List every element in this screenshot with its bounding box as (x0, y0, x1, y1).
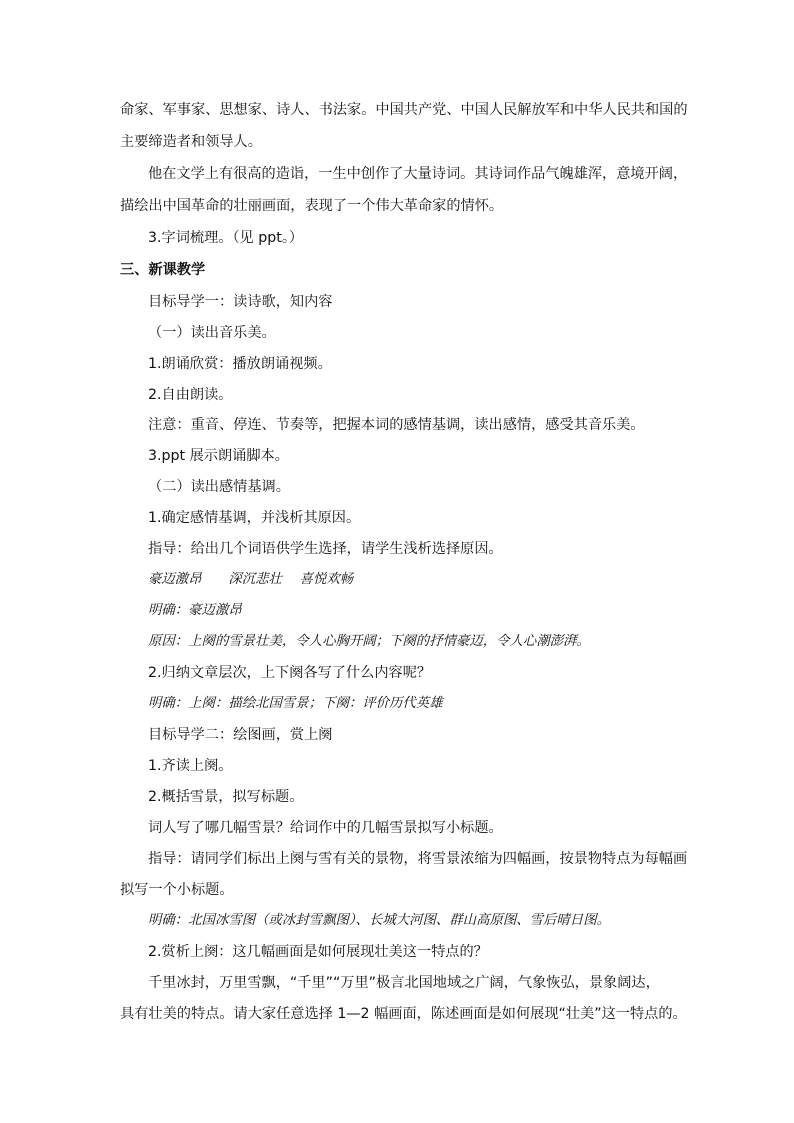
paragraph-line: 1.朗诵欣赏：播放朗诵视频。 (148, 356, 332, 372)
paragraph-line: 2.归纳文章层次，上下阕各写了什么内容呢？ (148, 665, 432, 681)
paragraph-line: 3.ppt 展示朗诵脚本。 (148, 448, 289, 464)
paragraph-line: 注意：重音、停连、节奏等，把握本词的感情基调，读出感情，感受其音乐美。 (148, 417, 645, 433)
subheading: 目标导学一：读诗歌，知内容 (148, 294, 333, 310)
paragraph-line: 1.确定感情基调，并浅析其原因。 (148, 510, 361, 526)
paragraph-line: 2.自由朗读。 (148, 387, 233, 403)
paragraph-line: 明确：上阕：描绘北国雪景；下阕：评价历代英雄 (148, 696, 443, 711)
paragraph-line: 拟写一个小标题。 (120, 882, 234, 898)
paragraph-line: 千里冰封，万里雪飘，“千里”“万里”极言北国地域之广阔，气象恢弘，景象阔达， (148, 975, 660, 991)
paragraph-line: 明确：北国冰雪图（或冰封雪飘图）、长城大河图、群山高原图、雪后晴日图。 (148, 913, 610, 928)
paragraph-line: 命家、军事家、思想家、诗人、书法家。中国共产党、中国人民解放军和中华人民共和国的 (120, 102, 688, 118)
paragraph-line: 1.齐读上阕。 (148, 758, 233, 774)
paragraph-line: 词人写了哪几幅雪景？给词作中的几幅雪景拟写小标题。 (148, 820, 503, 836)
paragraph-line: （一）读出音乐美。 (148, 325, 276, 341)
option-words: 豪迈激昂 深沉悲壮 喜悦欢畅 (148, 572, 354, 587)
paragraph-line: 明确：豪迈激昂 (148, 603, 242, 618)
paragraph-line: 指导：请同学们标出上阕与雪有关的景物，将雪景浓缩为四幅画，按景物特点为每幅画 (148, 851, 688, 867)
paragraph-line: 具有壮美的特点。请大家任意选择 1—2 幅画面，陈述画面是如何展现“壮美”这一特点的。 (120, 1006, 687, 1022)
subheading: 目标导学二：绘图画，赏上阕 (148, 727, 333, 743)
paragraph-line: 2.概括雪景，拟写标题。 (148, 789, 304, 805)
paragraph-line: 指导：给出几个词语供学生选择，请学生浅析选择原因。 (148, 541, 503, 557)
paragraph-line: 他在文学上有很高的造诣，一生中创作了大量诗词。其诗词作品气魄雄浑，意境开阔， (148, 166, 688, 182)
paragraph-line: 主要缔造者和领导人。 (120, 134, 262, 150)
paragraph-line: （二）读出感情基调。 (148, 479, 290, 495)
paragraph-line: 描绘出中国革命的壮丽画面，表现了一个伟大革命家的情怀。 (120, 198, 504, 214)
paragraph-line: 原因：上阕的雪景壮美，令人心胸开阔；下阕的抒情豪迈，令人心潮澎湃。 (148, 634, 590, 649)
paragraph-line: 2.赏析上阕：这几幅画面是如何展现壮美这一特点的？ (148, 944, 488, 960)
section-heading: 三、新课教学 (120, 262, 206, 278)
paragraph-line: 3.字词梳理。（见 ppt。） (148, 230, 304, 246)
